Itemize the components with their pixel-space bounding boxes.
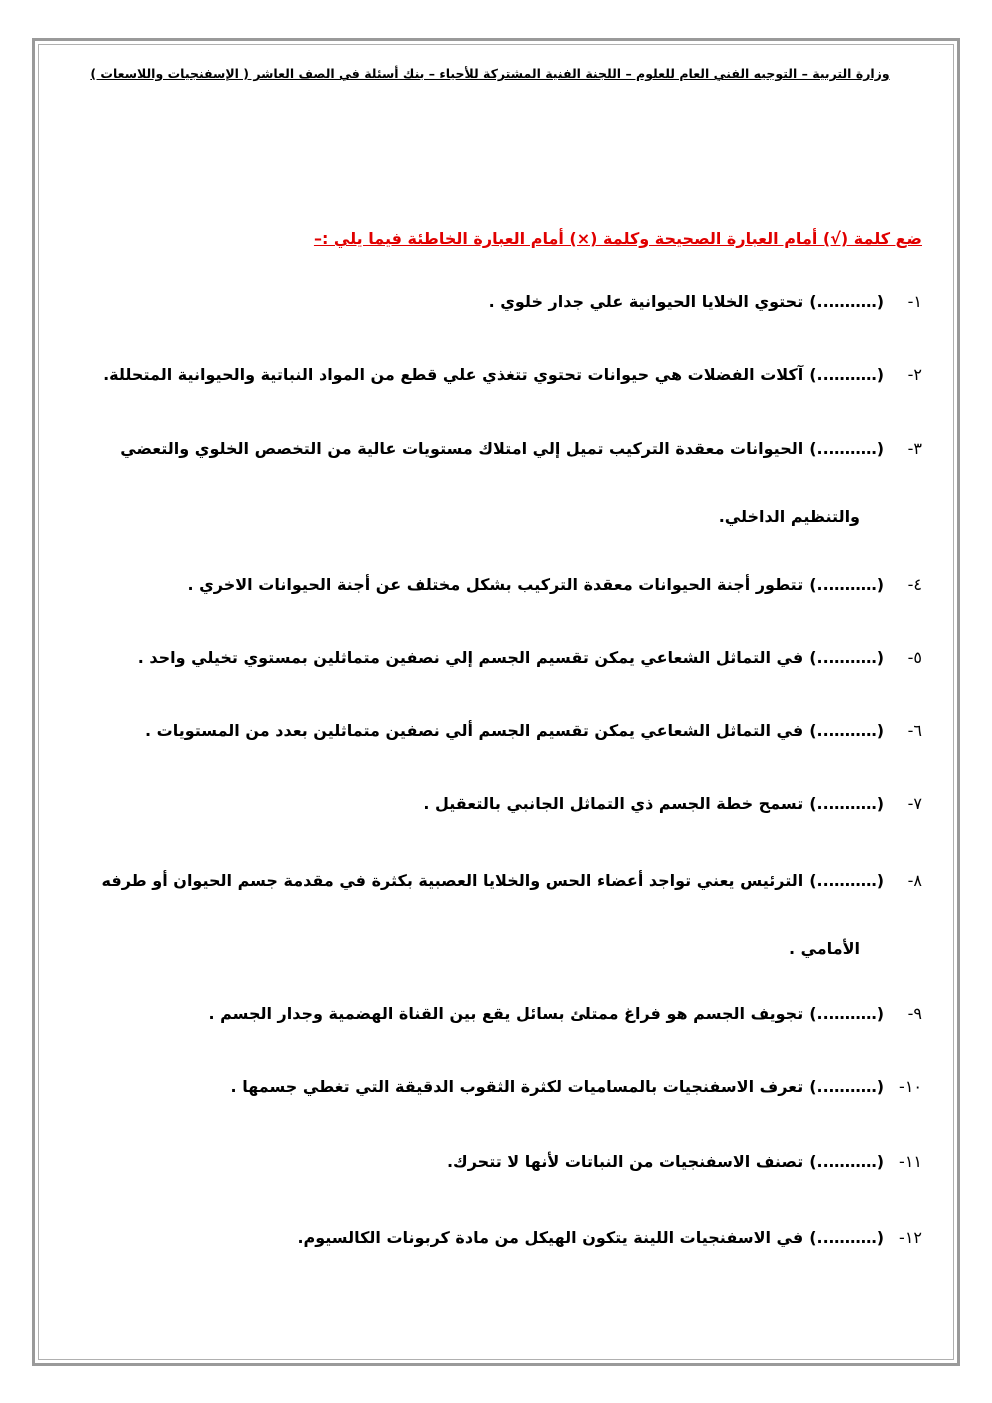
answer-blank: (………..) [809,292,884,311]
question-number: ١٠- [899,1077,922,1096]
question-number: ٦- [907,721,922,740]
question-text: تتطور أجنة الحيوانات معقدة التركيب بشكل مختلف عن أجنة الحيوانات الاخري . [187,575,804,594]
page-header: وزارة التربية – التوجيه الفني العام للعلوم – اللجنة الفنية المشتركة للأحياء – بنك أسئلة في الصف العاشر ( الإسفنجيات واللاسعات ) [90,66,890,81]
question-item [72,624,922,692]
question-number: ٧- [907,794,922,813]
question-number: ٨- [907,871,922,890]
question-item [72,770,922,838]
question-number: ٤- [907,575,922,594]
question-text-continued: الأمامي . [788,939,860,958]
question-item [72,847,922,983]
answer-blank: (………..) [809,439,884,458]
answer-blank: (………..) [809,721,884,740]
answer-blank: (………..) [809,1152,884,1171]
answer-blank: (………..) [809,1004,884,1023]
question-text: في الاسفنجيات اللينة يتكون الهيكل من مادة كربونات الكالسيوم. [297,1228,804,1247]
question-text: تحتوي الخلايا الحيوانية علي جدار خلوي . [488,292,804,311]
question-item [72,1128,922,1196]
question-item [72,341,922,409]
answer-blank: (………..) [809,575,884,594]
question-item [72,980,922,1048]
question-item [72,1053,922,1121]
question-number: ١١- [899,1152,922,1171]
question-text: تجويف الجسم هو فراغ ممتلئ بسائل يقع بين القناة الهضمية وجدار الجسم . [208,1004,804,1023]
question-number: ١٢- [899,1228,922,1247]
question-text-continued: والتنظيم الداخلي. [718,507,860,526]
answer-blank: (………..) [809,794,884,813]
question-number: ٥- [907,648,922,667]
question-text: تصنف الاسفنجيات من النباتات لأنها لا تتحرك. [446,1152,804,1171]
answer-blank: (………..) [809,871,884,890]
answer-blank: (………..) [809,1228,884,1247]
question-text: الترئيس يعني تواجد أعضاء الحس والخلايا العصبية بكثرة في مقدمة جسم الحيوان أو طرفه [101,871,804,890]
question-text: تعرف الاسفنجيات بالمساميات لكثرة الثقوب الدقيقة التي تغطي جسمها . [230,1077,804,1096]
question-number: ١- [907,292,922,311]
question-item [72,268,922,336]
question-text: تسمح خطة الجسم ذي التماثل الجانبي بالتعقيل . [423,794,804,813]
question-item [72,551,922,619]
question-item [72,1204,922,1272]
instruction-heading: ضع كلمة (√) أمام العبارة الصحيحة وكلمة (×) أمام العبارة الخاطئة فيما يلي :– [313,229,922,248]
question-item [72,697,922,765]
question-number: ٢- [907,365,922,384]
question-number: ٣- [907,439,922,458]
question-item [72,415,922,551]
question-number: ٩- [907,1004,922,1023]
question-text: في التماثل الشعاعي يمكن تقسيم الجسم ألي نصفين متماثلين بعدد من المستويات . [144,721,804,740]
question-text: آكلات الفضلات هي حيوانات تحتوي تتغذي علي قطع من المواد النباتية والحيوانية المتحللة. [103,365,804,384]
answer-blank: (………..) [809,365,884,384]
question-text: الحيوانات معقدة التركيب تميل إلي امتلاك مستويات عالية من التخصص الخلوي والتعضي [120,439,804,458]
answer-blank: (………..) [809,1077,884,1096]
question-text: في التماثل الشعاعي يمكن تقسيم الجسم إلي نصفين متماثلين بمستوي تخيلي واحد . [137,648,804,667]
answer-blank: (………..) [809,648,884,667]
